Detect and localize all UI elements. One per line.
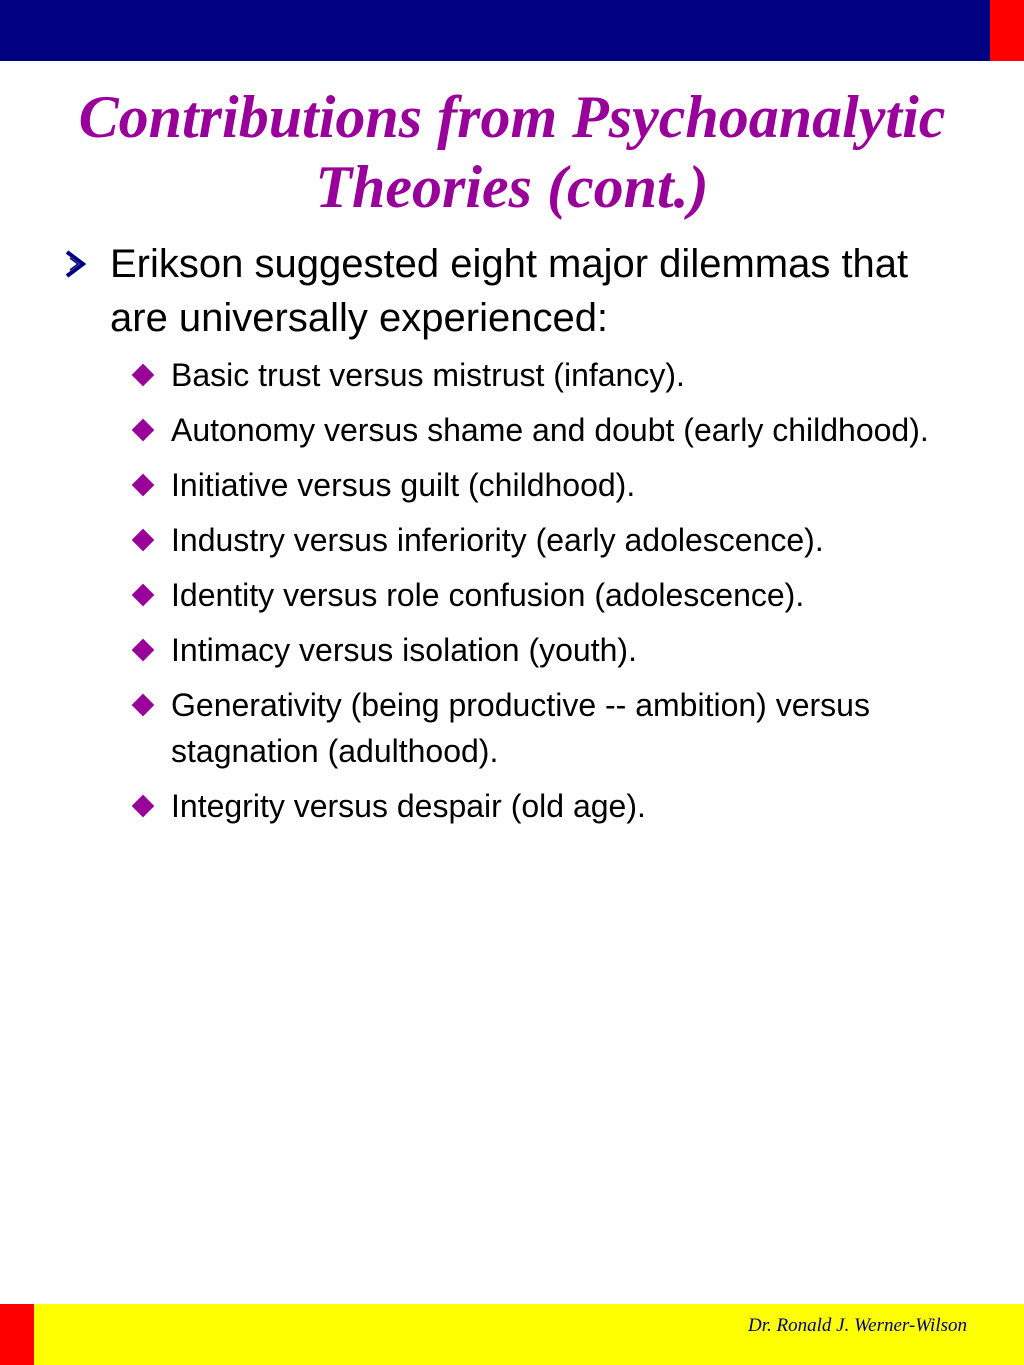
sub-bullet-item bbox=[130, 783, 980, 829]
slide-title: Contributions from Psychoanalytic Theories (cont.) bbox=[78, 84, 946, 220]
sub-bullet-item bbox=[130, 462, 980, 508]
sub-bullet-text: Initiative versus guilt (childhood). bbox=[171, 467, 636, 503]
sub-bullet-text: Intimacy versus isolation (youth). bbox=[171, 632, 637, 668]
diamond-bullet-icon bbox=[132, 694, 155, 717]
footer-author: Dr. Ronald J. Werner-Wilson bbox=[748, 1315, 967, 1336]
main-bullet-text: Erikson suggested eight major dilemmas that are universally experienced: bbox=[110, 242, 909, 340]
sub-bullet-item bbox=[130, 407, 980, 453]
sub-bullet-item bbox=[130, 517, 980, 563]
diamond-bullet-icon bbox=[132, 474, 155, 497]
diamond-bullet-icon bbox=[132, 364, 155, 387]
sub-bullet-item bbox=[130, 572, 980, 618]
diamond-bullet-icon bbox=[132, 419, 155, 442]
top-red-accent bbox=[990, 0, 1024, 61]
diamond-bullet-icon bbox=[132, 529, 155, 552]
sub-bullet-item bbox=[130, 352, 980, 398]
sub-bullet-text: Basic trust versus mistrust (infancy). bbox=[171, 357, 685, 393]
sub-bullet-list bbox=[130, 352, 980, 838]
sub-bullet-item bbox=[130, 627, 980, 673]
diamond-bullet-icon bbox=[132, 795, 155, 818]
diamond-bullet-icon bbox=[132, 584, 155, 607]
sub-bullet-text: Autonomy versus shame and doubt (early childhood). bbox=[171, 412, 929, 448]
sub-bullet-text: Industry versus inferiority (early adolescence). bbox=[171, 522, 824, 558]
bottom-red-accent bbox=[0, 1304, 34, 1365]
sub-bullet-text: Generativity (being productive -- ambition) versus stagnation (adulthood). bbox=[171, 687, 870, 769]
sub-bullet-item bbox=[130, 682, 980, 774]
arrow-bullet-icon bbox=[60, 244, 94, 284]
sub-bullet-text: Integrity versus despair (old age). bbox=[171, 788, 646, 824]
diamond-bullet-icon bbox=[132, 639, 155, 662]
sub-bullet-text: Identity versus role confusion (adolescence). bbox=[171, 577, 805, 613]
top-banner-bar bbox=[0, 0, 990, 61]
